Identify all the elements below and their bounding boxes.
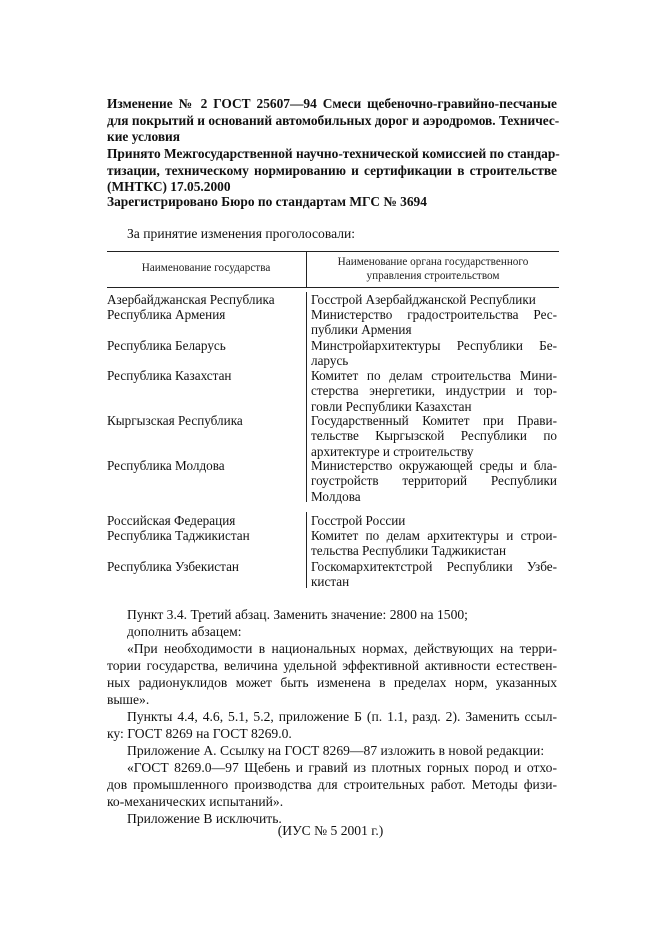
table-row-state: Республика Узбекистан (107, 559, 239, 574)
table-row-state: Республика Казахстан (107, 368, 232, 383)
adopted-line: тизации, техническому нормированию и сертификации в строительстве (107, 162, 557, 178)
org-line: Государственный Комитет при Прави- (311, 413, 557, 428)
table-row-state: Республика Беларусь (107, 338, 226, 353)
body-line: ко-механических испытаний». (107, 794, 284, 809)
ius-reference: (ИУС № 5 2001 г.) (277, 823, 384, 838)
org-line: тельстве Кыргызской Республики по (311, 428, 557, 444)
adopted-line: Принято Межгосударственной научно-технической комиссией по стандар- (107, 146, 560, 161)
registration-statement (107, 194, 557, 211)
table-row-org (311, 458, 557, 504)
table-row-org (311, 292, 557, 307)
org-line: Госкомархитектстрой Республики Узбе- (311, 559, 557, 574)
table-row-org (311, 338, 557, 369)
table-header-divider (306, 252, 307, 287)
body-line: Приложение В исключить. (127, 811, 282, 826)
table-row-org (311, 413, 557, 459)
adopted-statement (107, 146, 560, 196)
table-row-org (311, 368, 557, 414)
table-header-org-line: Наименование органа государственного (337, 256, 529, 268)
table-row-org (311, 528, 557, 559)
body-line: дополнить абзацем: (127, 624, 242, 639)
org-line: публики Армения (311, 322, 412, 338)
table-row-org (311, 559, 557, 590)
org-line: Министерство градостроительства Рес- (311, 307, 557, 322)
table-row-state: Азербайджанская Республика (107, 292, 275, 307)
table-row-state: Республика Таджикистан (107, 528, 250, 543)
table-header-org (308, 255, 558, 283)
body-line: ных радионуклидов может быть изменена в пределах норм, указанных (107, 675, 557, 690)
body-line: Пункт 3.4. Третий абзац. Заменить значение: 2800 на 1500; (127, 607, 468, 622)
org-line: ларусь (311, 353, 349, 369)
adopted-line: (МНТКС) 17.05.2000 (107, 179, 231, 194)
org-line: Министерство окружающей среды и бла- (311, 458, 557, 473)
body-line: «ГОСТ 8269.0—97 Щебень и гравий из плотных горных пород и отхо- (127, 760, 557, 775)
table-header-org-line: управления строительством (366, 270, 500, 282)
table-header-rule (107, 287, 559, 288)
body-line: Приложение А. Ссылку на ГОСТ 8269—87 изложить в новой редакции: (127, 743, 545, 758)
org-line: Минстройархитектуры Республики Бе- (311, 338, 557, 353)
amendment-title (107, 96, 560, 146)
org-line: Комитет по делам архитектуры и строи- (311, 528, 557, 543)
registration-line: Зарегистрировано Бюро по стандартам МГС № 3694 (107, 194, 427, 209)
voting-intro: За принятие изменения проголосовали: (127, 226, 356, 241)
amendment-title-line: Изменение № 2 ГОСТ 25607—94 Смеси щебеночно-гравийно-песчаные (107, 96, 557, 111)
table-top-rule (107, 251, 559, 252)
table-row-state: Российская Федерация (107, 513, 236, 528)
table-row-org (311, 513, 557, 528)
table-row-state: Кыргызская Республика (107, 413, 243, 428)
org-line: гоустройств территорий Республики (311, 473, 557, 489)
table-row-org (311, 307, 557, 338)
table-row-state: Республика Молдова (107, 458, 225, 473)
table-body-divider (306, 292, 307, 502)
org-line: Молдова (311, 488, 361, 504)
org-line: Госстрой России (311, 513, 406, 528)
body-line: тории государства, величина удельной эффективной активности естествен- (107, 658, 557, 673)
org-line: говли Республики Казахстан (311, 398, 472, 414)
org-line: Госстрой Азербайджанской Республики (311, 292, 536, 307)
body-line: Пункты 4.4, 4.6, 5.1, 5.2, приложение Б (п. 1.1, разд. 2). Заменить ссыл- (127, 709, 557, 724)
org-line: Комитет по делам строительства Мини- (311, 368, 557, 383)
table-header-state: Наименование государства (141, 262, 271, 274)
table-body-divider (306, 512, 307, 588)
org-line: архитектуре и строительству (311, 443, 474, 459)
amendment-title-line: кие условия (107, 129, 181, 144)
body-line: ку: ГОСТ 8269 на ГОСТ 8269.0. (107, 726, 292, 741)
body-line: дов промышленного производства для строительных работ. Методы физи- (107, 777, 557, 792)
org-line: тельства Республики Таджикистан (311, 543, 507, 559)
amendment-title-line: для покрытий и оснований автомобильных дорог и аэродромов. Техничес- (107, 112, 560, 128)
body-line: «При необходимости в национальных нормах, действующих на терри- (127, 641, 557, 656)
body-line: выше». (107, 692, 150, 707)
amendment-body (107, 606, 557, 827)
org-line: кистан (311, 574, 350, 590)
table-row-state: Республика Армения (107, 307, 226, 322)
org-line: стерства энергетики, индустрии и тор- (311, 383, 557, 399)
